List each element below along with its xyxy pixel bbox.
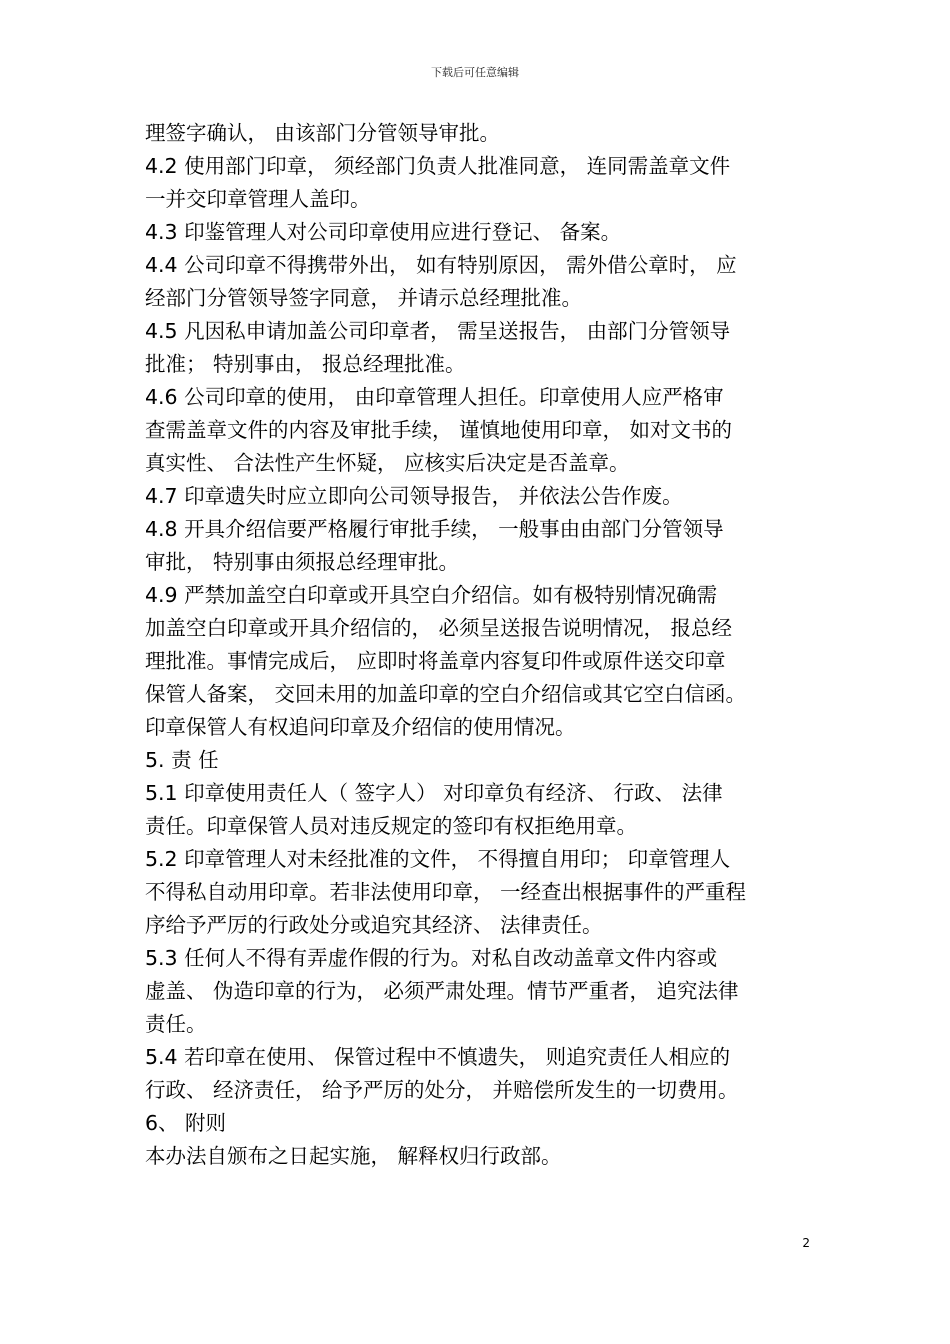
page-header-note: 下载后可任意编辑 bbox=[431, 66, 519, 79]
text-line: 真实性、 合法性产生怀疑， 应核实后决定是否盖章。 bbox=[145, 451, 630, 475]
text-line: 5.4 若印章在使用、 保管过程中不慎遗失， 则追究责任人相应的 bbox=[145, 1045, 731, 1069]
text-line: 审批， 特别事由须报总经理审批。 bbox=[145, 550, 460, 574]
text-line: 虚盖、 伪造印章的行为， 必须严肃处理。情节严重者， 追究法律 bbox=[145, 979, 739, 1003]
text-line: 经部门分管领导签字同意， 并请示总经理批准。 bbox=[145, 286, 583, 310]
text-line: 4.6 公司印章的使用， 由印章管理人担任。印章使用人应严格审 bbox=[145, 385, 724, 409]
text-line: 不得私自动用印章。若非法使用印章， 一经查出根据事件的严重程 bbox=[145, 880, 747, 904]
text-line: 4.9 严禁加盖空白印章或开具空白介绍信。如有极特别情况确需 bbox=[145, 583, 718, 607]
text-line: 5.3 任何人不得有弄虚作假的行为。对私自改动盖章文件内容或 bbox=[145, 946, 718, 970]
text-line: 查需盖章文件的内容及审批手续， 谨慎地使用印章， 如对文书的 bbox=[145, 418, 733, 442]
text-line: 4.4 公司印章不得携带外出， 如有特别原因， 需外借公章时， 应 bbox=[145, 253, 737, 277]
text-line: 保管人备案， 交回未用的加盖印章的空白介绍信或其它空白信函。 bbox=[145, 682, 747, 706]
text-line: 责任。印章保管人员对违反规定的签印有权拒绝用章。 bbox=[145, 814, 637, 838]
text-line: 理签字确认， 由该部门分管领导审批。 bbox=[145, 121, 501, 145]
section-heading: 5. 责 任 bbox=[145, 748, 219, 772]
document-body bbox=[145, 117, 835, 1173]
text-line: 5.2 印章管理人对未经批准的文件， 不得擅自用印； 印章管理人 bbox=[145, 847, 731, 871]
text-line: 4.5 凡因私申请加盖公司印章者， 需呈送报告， 由部门分管领导 bbox=[145, 319, 731, 343]
text-line: 一并交印章管理人盖印。 bbox=[145, 187, 371, 211]
text-line: 印章保管人有权追问印章及介绍信的使用情况。 bbox=[145, 715, 576, 739]
text-line: 理批准。事情完成后， 应即时将盖章内容复印件或原件送交印章 bbox=[145, 649, 726, 673]
text-line: 4.8 开具介绍信要严格履行审批手续， 一般事由由部门分管领导 bbox=[145, 517, 724, 541]
text-line: 4.7 印章遗失时应立即向公司领导报告， 并依法公告作废。 bbox=[145, 484, 683, 508]
text-line: 加盖空白印章或开具介绍信的， 必须呈送报告说明情况， 报总经 bbox=[145, 616, 733, 640]
page-number: 2 bbox=[802, 1236, 810, 1250]
text-line: 责任。 bbox=[145, 1012, 207, 1036]
text-line: 本办法自颁布之日起实施， 解释权归行政部。 bbox=[145, 1144, 562, 1168]
text-line: 4.3 印鉴管理人对公司印章使用应进行登记、 备案。 bbox=[145, 220, 622, 244]
text-line: 4.2 使用部门印章， 须经部门负责人批准同意， 连同需盖章文件 bbox=[145, 154, 731, 178]
text-line: 批准； 特别事由， 报总经理批准。 bbox=[145, 352, 466, 376]
text-line: 5.1 印章使用责任人（ 签字人） 对印章负有经济、 行政、 法律 bbox=[145, 781, 723, 805]
section-heading: 6、 附则 bbox=[145, 1111, 227, 1135]
text-line: 序给予严厉的行政处分或追究其经济、 法律责任。 bbox=[145, 913, 603, 937]
text-line: 行政、 经济责任， 给予严厉的处分， 并赔偿所发生的一切费用。 bbox=[145, 1078, 739, 1102]
